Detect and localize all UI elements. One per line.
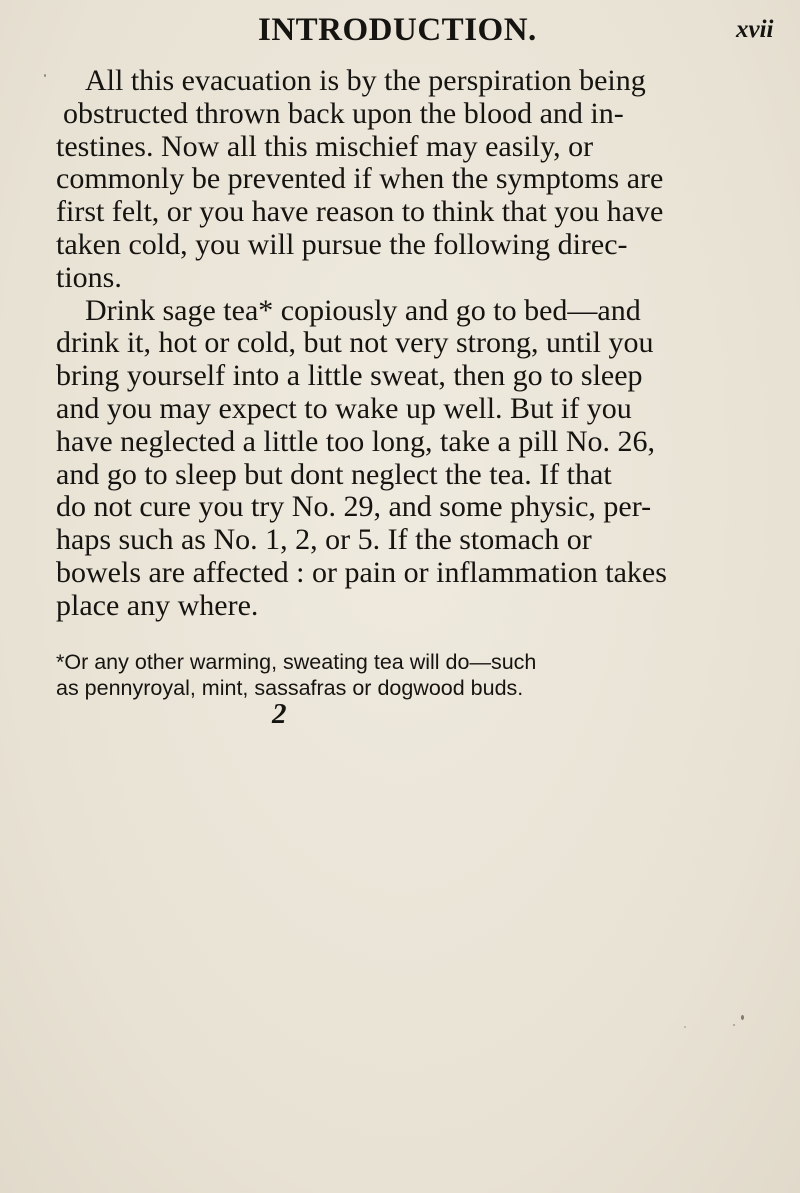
- ink-speck: [733, 1024, 735, 1026]
- text-line: and you may expect to wake up well. But if you: [56, 391, 632, 425]
- footnote-line: as pennyroyal, mint, sassafras or dogwood buds.: [56, 676, 524, 700]
- ink-speck: [741, 1015, 744, 1020]
- text-line: bowels are affected : or pain or inflammation takes: [56, 555, 667, 589]
- text-line: obstructed thrown back upon the blood and in-: [63, 96, 624, 130]
- text-line: drink it, hot or cold, but not very strong, until you: [56, 326, 654, 360]
- text-line: have neglected a little too long, take a pill No. 26,: [56, 424, 655, 458]
- text-line: do not cure you try No. 29, and some physic, per-: [56, 490, 652, 524]
- footnote-line: *Or any other warming, sweating tea will do—such: [56, 650, 537, 674]
- text-line: testines. Now all this mischief may easily, or: [56, 129, 594, 163]
- ink-speck: [684, 1026, 686, 1028]
- text-line: and go to sleep but dont neglect the tea. If that: [56, 457, 612, 491]
- ink-speck: [44, 74, 46, 77]
- text-line: bring yourself into a little sweat, then go to sleep: [56, 359, 643, 393]
- running-title: INTRODUCTION.: [258, 12, 537, 48]
- text-line: haps such as No. 1, 2, or 5. If the stomach or: [56, 523, 592, 557]
- body-text: [56, 65, 748, 623]
- page-number: xvii: [736, 16, 774, 43]
- text-line: first felt, or you have reason to think that you have: [56, 195, 664, 229]
- text-line: Drink sage tea* copiously and go to bed—and: [85, 293, 641, 327]
- text-line: taken cold, you will pursue the following direc-: [56, 227, 628, 261]
- signature-mark: 2: [272, 698, 287, 730]
- text-line: commonly be prevented if when the symptoms are: [56, 162, 664, 196]
- text-line: All this evacuation is by the perspiration being: [85, 64, 646, 97]
- running-head: [0, 12, 800, 52]
- text-line: tions.: [56, 260, 122, 294]
- text-line: place any where.: [56, 588, 259, 622]
- footnote: [56, 649, 748, 701]
